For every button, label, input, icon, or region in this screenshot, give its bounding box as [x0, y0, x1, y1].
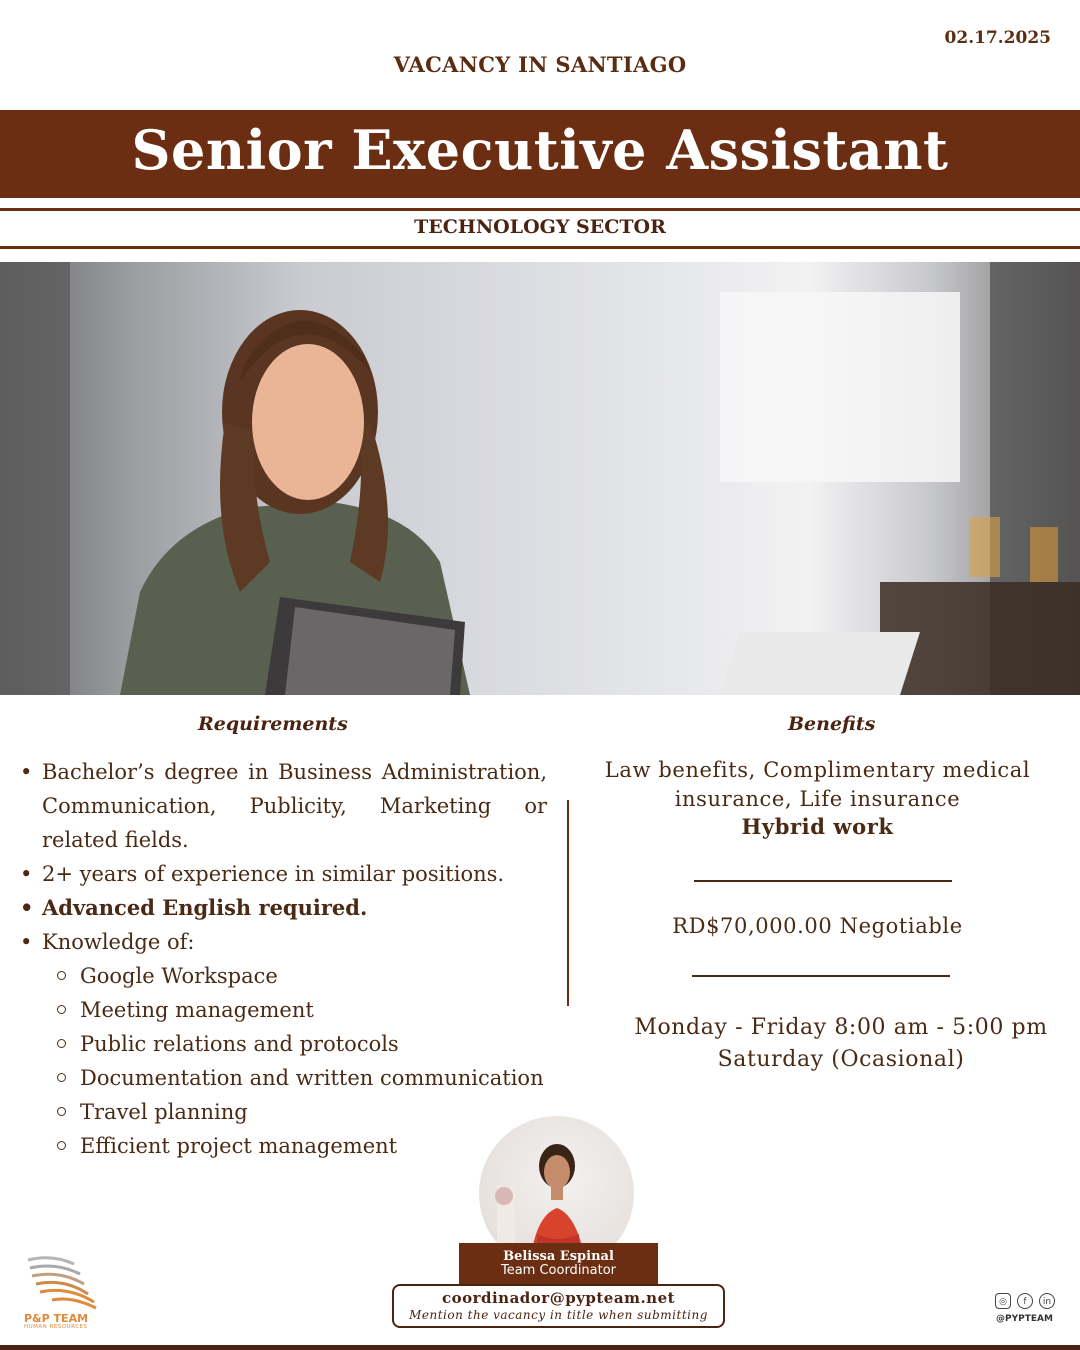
- list-item: • Bachelor’s degree in Business Administration, Communication, Publicity, Marketing or related fields.: [20, 760, 547, 852]
- column-divider: [567, 800, 569, 1006]
- requirements-list: [20, 755, 547, 1163]
- knowledge-item: Google Workspace: [20, 959, 547, 993]
- divider-top: [0, 208, 1080, 211]
- list-item: • Knowledge of:: [20, 930, 195, 954]
- work-schedule: Monday - Friday 8:00 am - 5:00 pm Saturday (Ocasional): [634, 1015, 1048, 1072]
- instagram-icon[interactable]: ◎: [995, 1293, 1011, 1309]
- social-handle: @PYPTEAM: [996, 1314, 1053, 1324]
- knowledge-item: Documentation and written communication: [20, 1061, 547, 1095]
- benefits-rule: [692, 975, 950, 977]
- list-item: • Advanced English required.: [20, 895, 368, 920]
- coordinator-nameplate: [459, 1243, 658, 1285]
- coordinator-role: Team Coordinator: [500, 1263, 617, 1278]
- knowledge-item: Travel planning: [20, 1095, 547, 1129]
- knowledge-item: Public relations and protocols: [20, 1027, 547, 1061]
- coordinator-name: Belissa Espinal: [503, 1249, 614, 1264]
- social-links: [995, 1293, 1057, 1313]
- knowledge-item: Meeting management: [20, 993, 547, 1027]
- submission-note: Mention the vacancy in title when submitting: [409, 1308, 708, 1322]
- facebook-icon[interactable]: f: [1017, 1293, 1033, 1309]
- benefits-list: Law benefits, Complimentary medical insurance, Life insurance: [604, 758, 1031, 811]
- divider-bottom: [0, 246, 1080, 249]
- contact-email[interactable]: coordinador@pypteam.net: [441, 1289, 676, 1307]
- office-scene-illustration: [0, 262, 1080, 695]
- job-title: Senior Executive Assistant: [131, 118, 949, 182]
- hero-photo: [0, 262, 1080, 695]
- benefits-rule: [694, 880, 952, 882]
- post-date: 02.17.2025: [944, 28, 1051, 48]
- salary: RD$70,000.00 Negotiable: [672, 914, 963, 938]
- brand-name: P&P TEAM: [24, 1312, 89, 1325]
- requirements-heading: Requirements: [198, 713, 348, 735]
- brand-tagline: HUMAN RESOURCES: [24, 1324, 88, 1330]
- contact-box: [392, 1284, 725, 1328]
- list-item: • 2+ years of experience in similar positions.: [20, 862, 505, 886]
- knowledge-item: Efficient project management: [20, 1129, 547, 1163]
- work-mode: Hybrid work: [741, 814, 894, 839]
- benefits-heading: Benefits: [788, 713, 876, 735]
- job-sector: TECHNOLOGY SECTOR: [414, 216, 666, 238]
- bottom-border: [0, 1345, 1080, 1350]
- linkedin-icon[interactable]: in: [1039, 1293, 1055, 1309]
- vacancy-location: VACANCY IN SANTIAGO: [393, 52, 687, 77]
